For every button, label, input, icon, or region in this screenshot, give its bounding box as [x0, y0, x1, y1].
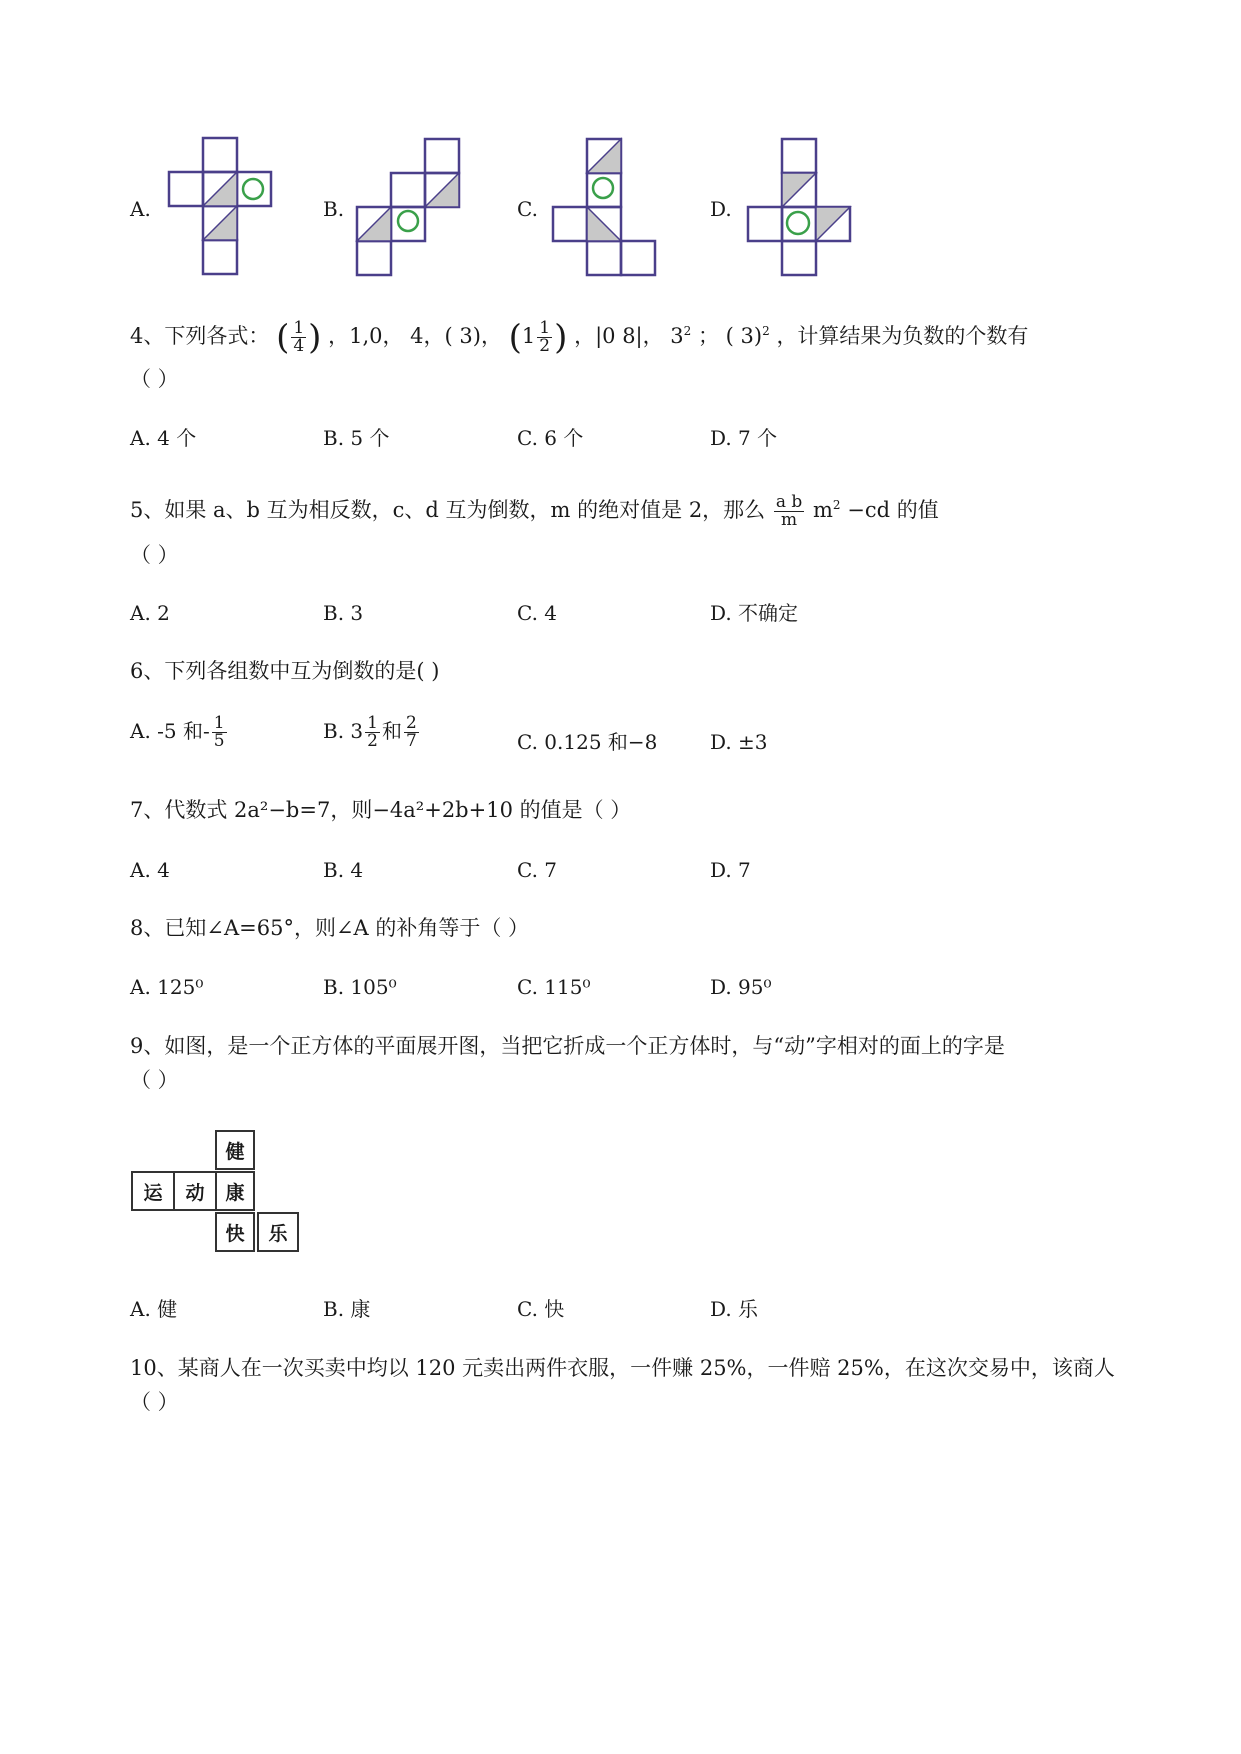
q5-option-a[interactable]: A. 2 — [130, 601, 170, 625]
q4-mid-2: ，|0 8|， 3 — [574, 324, 684, 348]
q4-option-c[interactable]: C. 6 个 — [517, 426, 584, 450]
q4-option-b[interactable]: B. 5 个 — [323, 426, 390, 450]
q5-suffix: −cd 的值 — [840, 498, 939, 522]
q4-mixed-whole: 1 — [521, 324, 536, 348]
q4-mid-3: ； ( 3) — [698, 324, 763, 348]
q4-paren-close-1: ) — [308, 317, 322, 358]
q5-prefix: 5、如果 a、b 互为相反数，c、d 互为倒数，m 的绝对值是 2，那么 — [130, 498, 766, 522]
q4-mid-1: ，1,0， 4，( 3)， — [328, 324, 502, 348]
q8-option-d[interactable]: D. 95⁰ — [710, 975, 772, 999]
q5-mid: m — [812, 498, 833, 522]
q9-cell-le: 乐 — [257, 1212, 299, 1252]
q6-option-d[interactable]: D. ±3 — [710, 730, 768, 754]
q9-option-b[interactable]: B. 康 — [323, 1297, 371, 1321]
q5-option-c[interactable]: C. 4 — [517, 601, 558, 625]
q3-option-c-label: C. — [517, 197, 538, 221]
q8-option-c[interactable]: C. 115⁰ — [517, 975, 591, 999]
q6-option-b[interactable] — [323, 715, 421, 750]
q10-answer-paren: （ ） — [130, 1390, 179, 1414]
q6-option-a-prefix: A. -5 和- — [130, 719, 210, 743]
q9-cell-jian: 健 — [215, 1130, 255, 1170]
q10-stem: 10、某商人在一次买卖中均以 120 元卖出两件衣服，一件赚 25%，一件赔 25%，在这次交易中，该商人 — [130, 1356, 1115, 1380]
q9-cell-yun: 运 — [131, 1171, 175, 1211]
q5-fraction: $\frac{\text{a b}}{m}$ — [775, 492, 803, 530]
q7-stem: 7、代数式 2a²−b=7，则−4a²+2b+10 的值是（ ） — [130, 798, 632, 822]
q4-prefix: 4、下列各式： — [130, 324, 270, 348]
q3-option-c-net-figure — [548, 133, 660, 279]
q4-paren-close-2: ) — [554, 317, 568, 358]
q6-option-b-fraction-1: $\frac{1}{2}$ — [367, 713, 378, 751]
q5-sup: 2 — [832, 498, 841, 512]
q7-option-b[interactable]: B. 4 — [323, 858, 364, 882]
q5-option-b[interactable]: B. 3 — [323, 601, 364, 625]
q6-stem: 6、下列各组数中互为倒数的是( ) — [130, 659, 440, 683]
q9-option-d[interactable]: D. 乐 — [710, 1297, 759, 1321]
q4-paren-open-2: ( — [508, 317, 522, 358]
q7-option-a[interactable]: A. 4 — [130, 858, 170, 882]
q4-option-d[interactable]: D. 7 个 — [710, 426, 778, 450]
q6-option-a[interactable] — [130, 715, 229, 750]
q6-option-b-mid: 和 — [381, 719, 402, 743]
q8-option-a[interactable]: A. 125⁰ — [130, 975, 204, 999]
q6-option-a-fraction: $\frac{1}{5}$ — [213, 713, 225, 751]
q8-option-b[interactable]: B. 105⁰ — [323, 975, 397, 999]
q4-stem — [130, 317, 1029, 358]
q4-fraction-1: $\frac{1}{4}$ — [293, 318, 305, 356]
q4-paren-open-1: ( — [276, 317, 290, 358]
q9-stem: 9、如图，是一个正方体的平面展开图，当把它折成一个正方体时，与“动”字相对的面上的字是 — [130, 1034, 1005, 1058]
q4-answer-paren: （ ） — [130, 367, 179, 391]
q6-option-b-prefix: B. 3 — [323, 719, 364, 743]
q3-option-a-label: A. — [130, 197, 151, 221]
q3-option-d-label: D. — [710, 197, 732, 221]
q5-option-d[interactable]: D. 不确定 — [710, 601, 799, 625]
q3-option-d-net-figure — [742, 133, 854, 279]
q4-sup-2: 2 — [762, 324, 770, 338]
q3-option-b-net-figure — [354, 133, 466, 279]
q7-option-d[interactable]: D. 7 — [710, 858, 751, 882]
q4-suffix: ，计算结果为负数的个数有 — [776, 324, 1029, 348]
q9-cell-kang: 康 — [215, 1171, 255, 1211]
q3-option-b-label: B. — [323, 197, 345, 221]
q9-option-a[interactable]: A. 健 — [130, 1297, 178, 1321]
q5-stem — [130, 492, 939, 529]
q4-option-a[interactable]: A. 4 个 — [130, 426, 197, 450]
q9-option-c[interactable]: C. 快 — [517, 1297, 565, 1321]
q9-answer-paren: （ ） — [130, 1068, 179, 1092]
q3-option-a-net-figure — [160, 133, 276, 279]
q6-option-b-fraction-2: $\frac{2}{7}$ — [405, 713, 417, 751]
q9-cell-kuai: 快 — [215, 1212, 255, 1252]
q5-answer-paren: （ ） — [130, 543, 179, 567]
q9-cell-dong: 动 — [173, 1171, 217, 1211]
q8-stem: 8、已知∠A=65°，则∠A 的补角等于（ ） — [130, 916, 530, 940]
q7-option-c[interactable]: C. 7 — [517, 858, 558, 882]
q4-sup-1: 2 — [683, 324, 692, 338]
q6-option-c[interactable]: C. 0.125 和−8 — [517, 730, 658, 754]
q4-fraction-2: $\frac{1}{2}$ — [539, 318, 551, 356]
